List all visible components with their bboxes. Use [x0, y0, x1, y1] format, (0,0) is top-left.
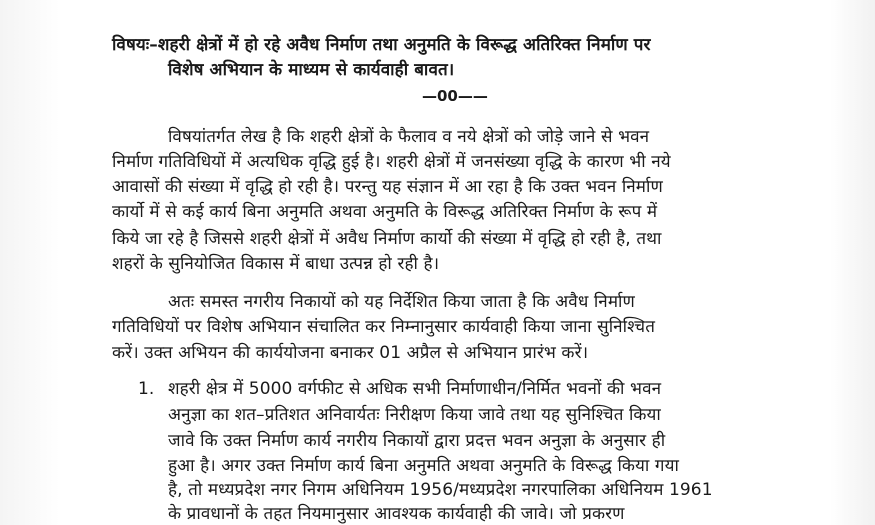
item-1-line-3: जावे कि उक्त निर्माण कार्य नगरीय निकायों द्वारा प्रदत्त भवन अनुज्ञा के अनुसार ही: [168, 431, 666, 451]
item-1-line-4: हुआ है। अगर उक्त निर्माण कार्य बिना अनुमति अथवा अनुमति के विरूद्ध किया गया: [168, 456, 679, 476]
paragraph-2-line-2: गतिविधियों पर विशेष अभियान संचालित कर निम्नानुसार कार्यवाही किया जाना सुनिश्चित: [112, 317, 655, 337]
paragraph-2-line-3: करें। उक्त अभियन की कार्ययोजना बनाकर 01 अप्रैल से अभियान प्रारंभ करें।: [112, 343, 589, 363]
paragraph-2-line-1: अतः समस्त नगरीय निकायों को यह निर्देशित किया जाता है कि अवैध निर्माण: [168, 292, 635, 312]
separator: —00——: [422, 87, 488, 105]
subject-text-1: शहरी क्षेत्रों में हो रहे अवैध निर्माण तथा अनुमति के विरूद्ध अतिरिक्त निर्माण पर: [157, 35, 651, 55]
paragraph-1-line-4: कार्यो में से कई कार्य बिना अनुमति अथवा अनुमति के विरूद्ध अतिरिक्त निर्माण के रूप में: [112, 202, 658, 222]
item-1-line-5: है, तो मध्यप्रदेश नगर निगम अधिनियम 1956/मध्यप्रदेश नगरपालिका अधिनियम 1961: [168, 480, 713, 500]
item-1-line-2: अनुज्ञा का शत–प्रतिशत अनिवार्यतः निरीक्षण किया जावे तथा यह सुनिश्चित किया: [168, 405, 661, 425]
subject-line-2: विशेष अभियान के माध्यम से कार्यवाही बावत।: [168, 60, 455, 80]
paragraph-1-line-5: किये जा रहे है जिससे शहरी क्षेत्रों में अवैध निर्माण कार्यो की संख्या में वृद्धि हो रही है, तथा: [112, 229, 662, 249]
item-1-line-6: के प्रावधानों के तहत नियमानुसार आवश्यक कार्यवाही की जावे। जो प्रकरण: [168, 504, 625, 524]
subject-line-1: [112, 34, 651, 56]
paragraph-1-line-1: विषयांतर्गत लेख है कि शहरी क्षेत्रों के फैलाव व नये क्षेत्रों को जोड़े जाने से भवन: [168, 127, 650, 147]
paragraph-1-line-6: शहरों के सुनियोजित विकास में बाधा उत्पन्न हो रही है।: [112, 254, 440, 274]
item-1-number: 1.: [138, 379, 155, 399]
item-1-line-1: शहरी क्षेत्र में 5000 वर्गफीट से अधिक सभी निर्माणाधीन/निर्मित भवनों की भवन: [168, 379, 662, 399]
paragraph-1-line-2: निर्माण गतिविधियों में अत्यधिक वृद्धि हुई है। शहरी क्षेत्रों में जनसंख्या वृद्धि के कारण भी नये: [112, 152, 671, 172]
paragraph-1-line-3: आवासों की संख्या में वृद्धि हो रही है। परन्तु यह संज्ञान में आ रहा है कि उक्त भवन निर्माण: [112, 177, 663, 197]
subject-label: विषयः–: [112, 35, 158, 55]
